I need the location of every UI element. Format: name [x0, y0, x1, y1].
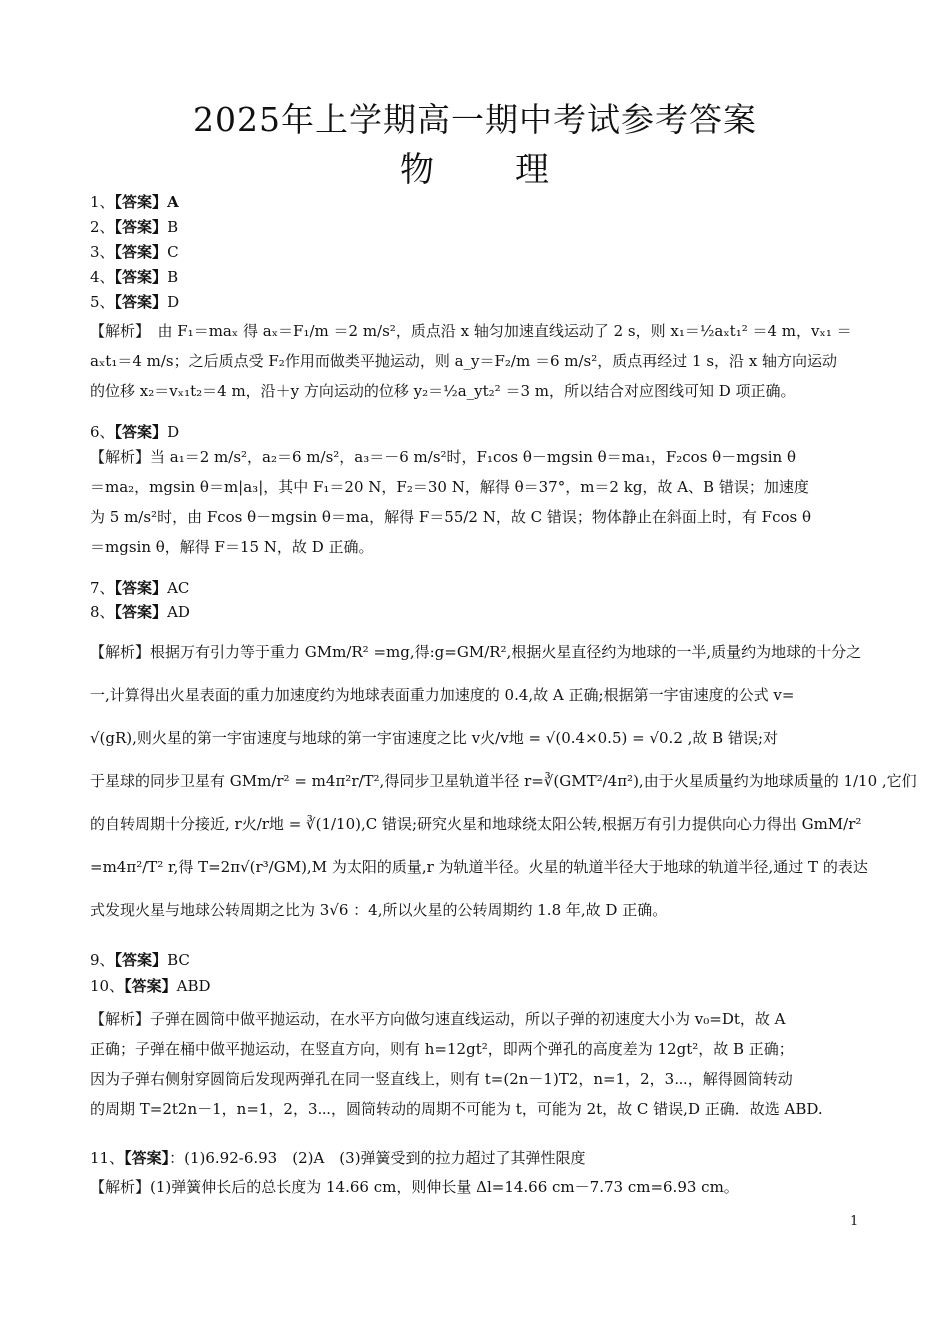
analysis-q6	[90, 442, 890, 562]
analysis-q10	[90, 1004, 890, 1124]
answer-1: 1、【答案】A	[90, 193, 179, 211]
text-line: 的位移 x₂＝vₓ₁t₂＝4 m，沿＋y 方向运动的位移 y₂＝½a_yt₂² ＝3 m，所以结合对应图线可知 D 项正确。	[90, 382, 796, 400]
text-line: 【解析】(1)弹簧伸长后的总长度为 14.66 cm，则伸长量 Δl=14.66 cm－7.73 cm=6.93 cm。	[90, 1178, 739, 1196]
text-line: 一,计算得出火星表面的重力加速度约为地球表面重力加速度的 0.4,故 A 正确;根据第一宇宙速度的公式 v=	[90, 686, 795, 704]
text-line: 的周期 T=2t2n－1，n=1，2，3⋯，圆筒转动的周期不可能为 t，可能为 2t，故 C 错误,D 正确．故选 ABD.	[90, 1100, 823, 1118]
answer-9: 9、【答案】BC	[90, 951, 190, 969]
answer-6: 6、【答案】D	[90, 423, 180, 441]
text-line: 式发现火星与地球公转周期之比为 3√6 ：4,所以火星的公转周期约 1.8 年,故 D 正确。	[90, 901, 668, 919]
text-line: 正确；子弹在桶中做平抛运动，在竖直方向，则有 h=12gt²，即两个弹孔的高度差为 12gt²，故 B 正确；	[90, 1040, 794, 1058]
text-line: 因为子弹右侧射穿圆筒后发现两弹孔在同一竖直线上，则有 t=(2n－1)T2，n=1，2，3⋯，解得圆筒转动	[90, 1070, 793, 1088]
analysis-q8	[90, 638, 917, 939]
answer-5: 5、【答案】D	[90, 293, 180, 311]
analysis-q11	[90, 1176, 890, 1198]
text-line: 【解析】根据万有引力等于重力 GMm/R² =mg,得:g=GM/R²,根据火星直径约为地球的一半,质量约为地球的十分之	[90, 643, 862, 661]
text-line: =m4π²/T² r,得 T=2π√(r³/GM),M 为太阳的质量,r 为轨道半径。火星的轨道半径大于地球的轨道半径,通过 T 的表达	[90, 858, 868, 876]
text-line: ＝ma₂，mgsin θ＝m|a₃|，其中 F₁＝20 N，F₂＝30 N，解得 θ＝37°，m＝2 kg，故 A、B 错误；加速度	[90, 478, 809, 496]
analysis-q5	[90, 316, 890, 406]
answer-7: 7、【答案】AC	[90, 579, 190, 597]
answer-8: 8、【答案】AD	[90, 603, 190, 621]
page-title: 2025年上学期高一期中考试参考答案	[193, 100, 757, 139]
text-line: 【解析】 由 F₁＝maₓ 得 aₓ＝F₁/m ＝2 m/s²，质点沿 x 轴匀加速直线运动了 2 s，则 x₁＝½aₓt₁² ＝4 m，vₓ₁ ＝	[90, 322, 852, 340]
subject-left: 物	[400, 150, 435, 190]
text-line: √(gR),则火星的第一宇宙速度与地球的第一宇宙速度之比 v火/v地 = √(0.4×0.5) = √0.2 ,故 B 错误;对	[90, 729, 779, 747]
text-line: 于星球的同步卫星有 GMm/r² = m4π²r/T²,得同步卫星轨道半径 r=∛(GMT²/4π²),由于火星质量约为地球质量的 1/10 ,它们	[90, 772, 917, 790]
text-line: ＝mgsin θ，解得 F＝15 N，故 D 正确。	[90, 538, 374, 556]
answer-2: 2、【答案】B	[90, 218, 179, 236]
text-line: aₓt₁＝4 m/s；之后质点受 F₂作用而做类平抛运动，则 a_y＝F₂/m ＝6 m/s²，质点再经过 1 s，沿 x 轴方向运动	[90, 352, 838, 370]
page-number: 1	[850, 1214, 859, 1229]
text-line: 【解析】子弹在圆筒中做平抛运动，在水平方向做匀速直线运动，所以子弹的初速度大小为 v₀=Dt，故 A	[90, 1010, 786, 1028]
text-line: 为 5 m/s²时，由 Fcos θ－mgsin θ＝ma，解得 F＝55/2 N，故 C 错误；物体静止在斜面上时，有 Fcos θ	[90, 508, 811, 526]
text-line: 的自转周期十分接近, r火/r地 = ∛(1/10),C 错误;研究火星和地球绕太阳公转,根据万有引力提供向心力得出 GmM/r²	[90, 815, 862, 833]
text-line: 【解析】当 a₁＝2 m/s²，a₂＝6 m/s²，a₃＝－6 m/s²时，F₁cos θ－mgsin θ＝ma₁，F₂cos θ－mgsin θ	[90, 448, 796, 466]
answer-3: 3、【答案】C	[90, 243, 179, 261]
subject-title	[0, 142, 950, 191]
subject-right: 理	[515, 150, 550, 190]
answer-11: 11、【答案】：(1)6.92-6.93 (2)A (3)弹簧受到的拉力超过了其弹性限度	[90, 1149, 586, 1167]
answer-10: 10、【答案】ABD	[90, 977, 211, 995]
answer-4: 4、【答案】B	[90, 268, 179, 286]
